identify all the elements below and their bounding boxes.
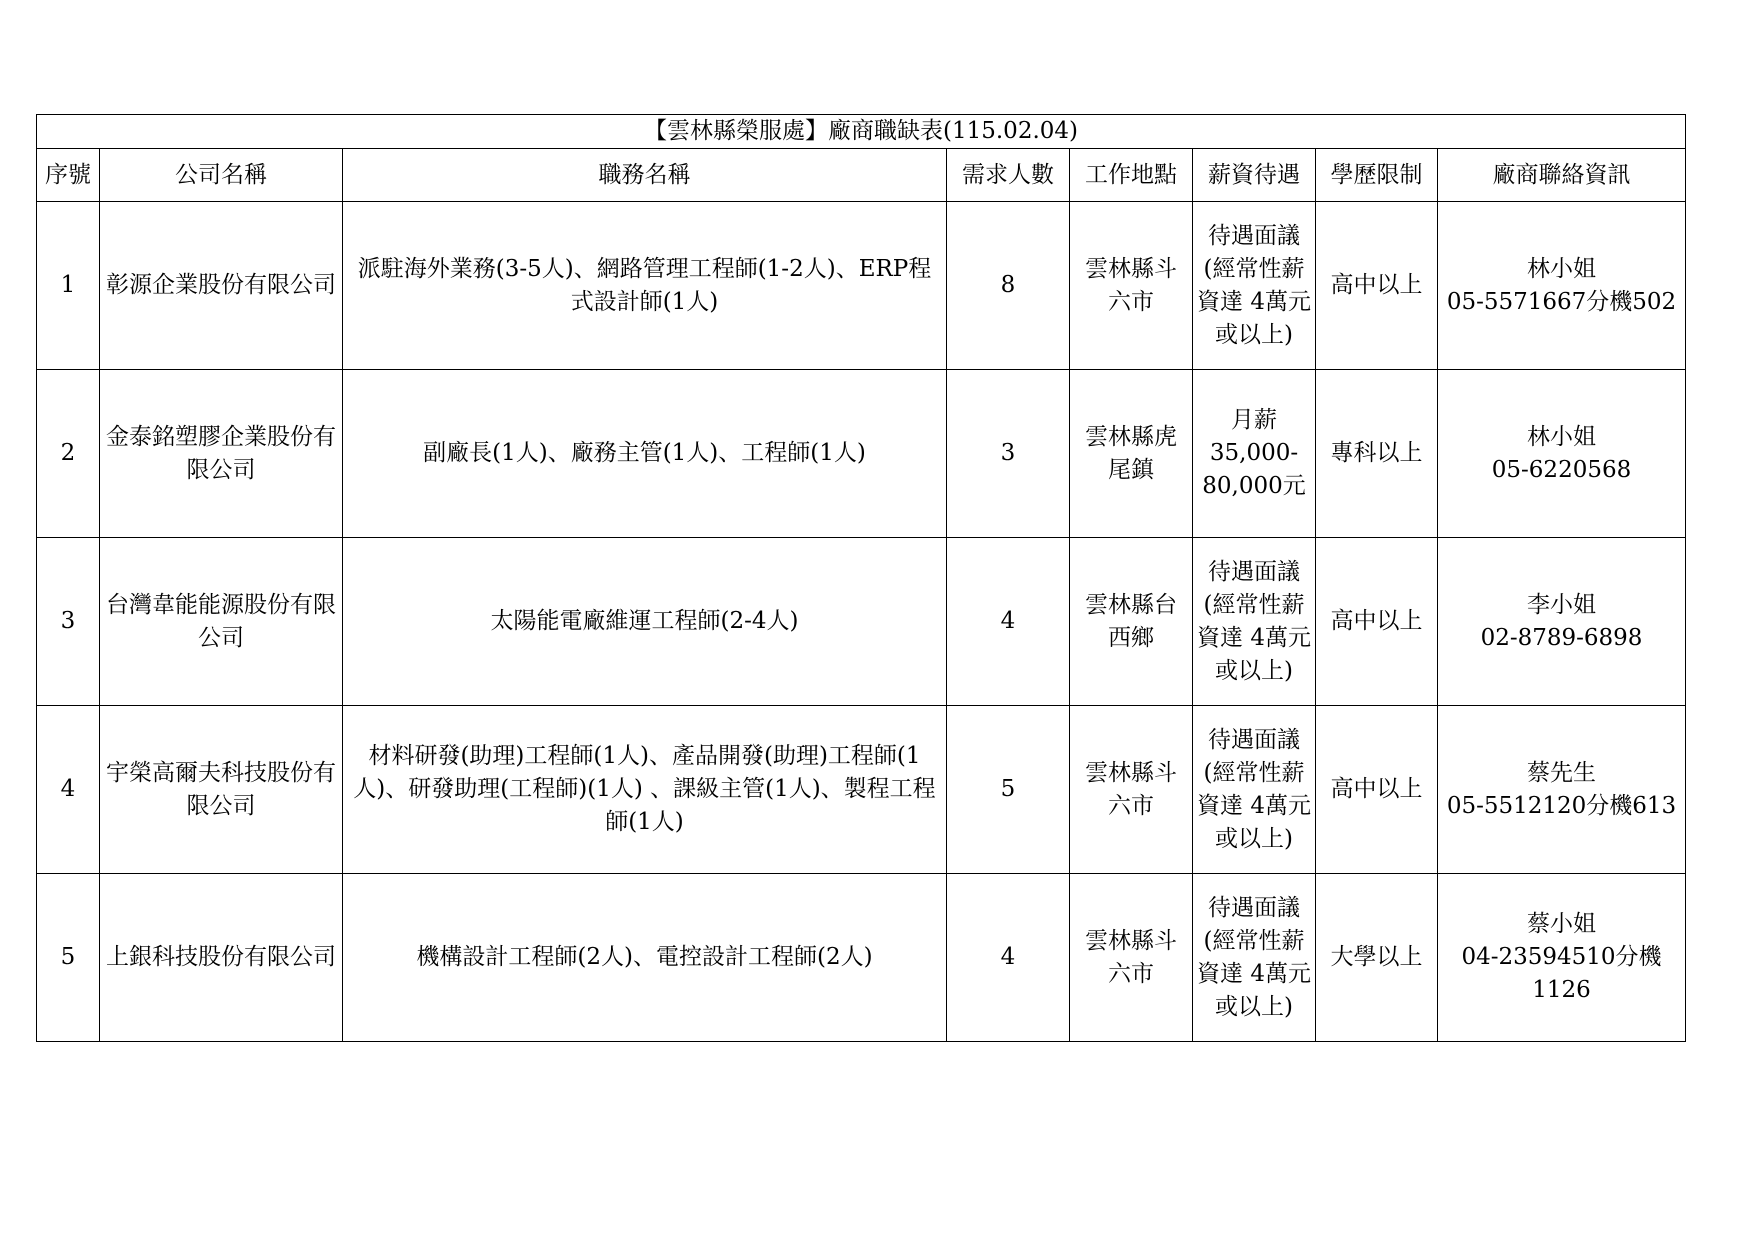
header-contact: 廠商聯絡資訊	[1438, 149, 1686, 202]
cell-positions: 副廠長(1人)、廠務主管(1人)、工程師(1人)	[343, 370, 947, 538]
job-vacancy-sheet	[36, 114, 1685, 1042]
cell-positions: 派駐海外業務(3-5人)、網路管理工程師(1-2人)、ERP程式設計師(1人)	[343, 202, 947, 370]
cell-no: 5	[37, 874, 100, 1042]
contact-phone: 02-8789-6898	[1480, 624, 1643, 651]
cell-location: 雲林縣台西鄉	[1070, 538, 1193, 706]
header-count: 需求人數	[947, 149, 1070, 202]
cell-salary: 待遇面議(經常性薪資達 4萬元或以上)	[1193, 202, 1316, 370]
cell-contact	[1438, 202, 1686, 370]
cell-education: 高中以上	[1316, 706, 1438, 874]
header-company: 公司名稱	[100, 149, 343, 202]
header-no: 序號	[37, 149, 100, 202]
table-row	[37, 370, 1686, 538]
cell-location: 雲林縣斗六市	[1070, 874, 1193, 1042]
cell-location: 雲林縣斗六市	[1070, 202, 1193, 370]
cell-contact	[1438, 706, 1686, 874]
contact-phone: 05-5571667分機502	[1446, 288, 1677, 315]
table-title-row	[37, 115, 1686, 149]
cell-salary: 待遇面議(經常性薪資達 4萬元或以上)	[1193, 706, 1316, 874]
contact-phone: 05-5512120分機613	[1446, 792, 1677, 819]
contact-name: 林小姐	[1527, 255, 1596, 282]
cell-positions: 太陽能電廠維運工程師(2-4人)	[343, 538, 947, 706]
cell-location: 雲林縣虎尾鎮	[1070, 370, 1193, 538]
cell-company: 宇榮高爾夫科技股份有限公司	[100, 706, 343, 874]
cell-count: 5	[947, 706, 1070, 874]
contact-name: 林小姐	[1527, 423, 1596, 450]
cell-location: 雲林縣斗六市	[1070, 706, 1193, 874]
cell-no: 3	[37, 538, 100, 706]
cell-count: 3	[947, 370, 1070, 538]
job-vacancy-table	[36, 114, 1686, 1042]
cell-contact	[1438, 538, 1686, 706]
cell-contact	[1438, 874, 1686, 1042]
cell-count: 4	[947, 874, 1070, 1042]
table-title: 【雲林縣榮服處】廠商職缺表(115.02.04)	[37, 115, 1686, 149]
table-row	[37, 538, 1686, 706]
cell-education: 大學以上	[1316, 874, 1438, 1042]
contact-phone: 04-23594510分機1126	[1461, 944, 1662, 1003]
cell-no: 1	[37, 202, 100, 370]
cell-count: 4	[947, 538, 1070, 706]
header-education: 學歷限制	[1316, 149, 1438, 202]
cell-no: 4	[37, 706, 100, 874]
cell-salary: 月薪35,000-80,000元	[1193, 370, 1316, 538]
cell-education: 專科以上	[1316, 370, 1438, 538]
contact-phone: 05-6220568	[1491, 456, 1632, 483]
header-salary: 薪資待遇	[1193, 149, 1316, 202]
contact-name: 李小姐	[1527, 591, 1596, 618]
table-row	[37, 706, 1686, 874]
cell-contact	[1438, 370, 1686, 538]
cell-positions: 機構設計工程師(2人)、電控設計工程師(2人)	[343, 874, 947, 1042]
table-header-row	[37, 149, 1686, 202]
cell-salary: 待遇面議(經常性薪資達 4萬元或以上)	[1193, 538, 1316, 706]
cell-company: 彰源企業股份有限公司	[100, 202, 343, 370]
cell-education: 高中以上	[1316, 202, 1438, 370]
cell-salary: 待遇面議(經常性薪資達 4萬元或以上)	[1193, 874, 1316, 1042]
cell-positions: 材料研發(助理)工程師(1人)、產品開發(助理)工程師(1人)、研發助理(工程師)(1人) 、課級主管(1人)、製程工程師(1人)	[343, 706, 947, 874]
cell-no: 2	[37, 370, 100, 538]
cell-education: 高中以上	[1316, 538, 1438, 706]
contact-name: 蔡小姐	[1527, 911, 1596, 937]
table-row	[37, 874, 1686, 1042]
table-row	[37, 202, 1686, 370]
cell-company: 上銀科技股份有限公司	[100, 874, 343, 1042]
contact-name: 蔡先生	[1527, 759, 1596, 786]
header-positions: 職務名稱	[343, 149, 947, 202]
header-location: 工作地點	[1070, 149, 1193, 202]
cell-company: 台灣韋能能源股份有限公司	[100, 538, 343, 706]
cell-count: 8	[947, 202, 1070, 370]
cell-company: 金泰銘塑膠企業股份有限公司	[100, 370, 343, 538]
